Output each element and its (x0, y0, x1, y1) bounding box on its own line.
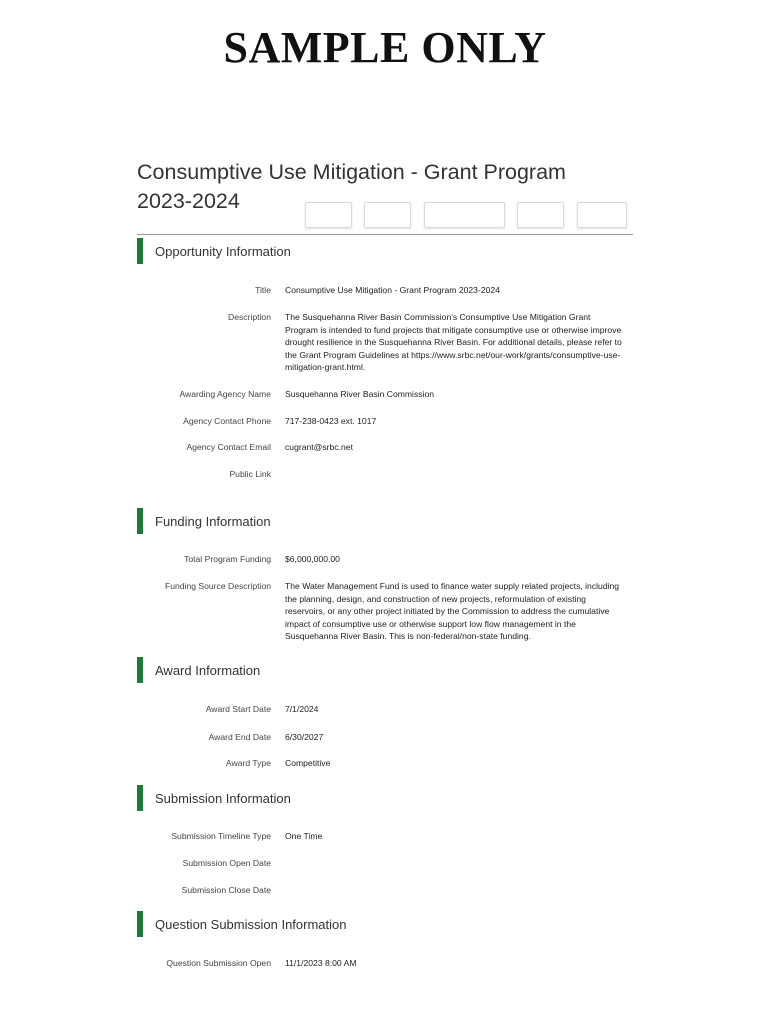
field-label: Public Link (229, 469, 271, 479)
field-label: Funding Source Description (164, 581, 271, 591)
section-heading: Funding Information (155, 513, 271, 529)
section-accent-bar (137, 657, 143, 683)
toolbar-button-5[interactable] (577, 202, 627, 228)
field-label: Awarding Agency Name (179, 389, 271, 399)
section-heading: Submission Information (155, 790, 291, 806)
field-label: Agency Contact Email (186, 442, 271, 452)
sample-only-watermark: SAMPLE ONLY (223, 23, 547, 72)
toolbar-button-1[interactable] (305, 202, 352, 228)
field-label: Submission Timeline Type (171, 831, 271, 841)
field-label: Award Start Date (205, 704, 271, 714)
section-accent-bar (137, 785, 143, 811)
field-label: Title (255, 285, 271, 295)
section-accent-bar (137, 508, 143, 534)
field-label: Question Submission Open (166, 958, 271, 968)
action-toolbar (305, 202, 635, 228)
field-label: Total Program Funding (184, 554, 271, 564)
field-value: 717-238-0423 ext. 1017 (285, 416, 377, 426)
toolbar-button-3[interactable] (424, 202, 505, 228)
field-value: The Water Management Fund is used to finance water supply related projects, including the planning, design, and construction of new projects, reformulation of existing reservoirs, or any other project initiated by the Commission to address the cumulative impact of consumptive use or otherwise support low flow management in the Susquehanna River Basin. This is non-federal/non-state funding. (285, 581, 620, 641)
field-value: Competitive (285, 758, 331, 768)
section-heading: Award Information (155, 662, 261, 678)
section-award-information (137, 657, 260, 683)
field-value: Susquehanna River Basin Commission (285, 389, 435, 399)
field-label: Award End Date (208, 732, 271, 742)
header-divider (137, 234, 633, 235)
toolbar-button-4[interactable] (517, 202, 564, 228)
field-label: Description (228, 312, 271, 322)
field-label: Agency Contact Phone (183, 416, 271, 426)
field-label: Award Type (225, 758, 271, 768)
field-value: 6/30/2027 (285, 732, 324, 742)
field-value: 11/1/2023 8:00 AM (285, 958, 357, 968)
field-value: Consumptive Use Mitigation - Grant Program 2023-2024 (285, 285, 500, 295)
section-accent-bar (137, 238, 143, 264)
toolbar-button-2[interactable] (364, 202, 411, 228)
field-value: $6,000,000.00 (285, 554, 340, 564)
field-value: The Susquehanna River Basin Commission's Consumptive Use Mitigation Grant Program is intended to fund projects that mitigate consumptive use or otherwise improve drought resilience in the Susquehanna River Basin. For additional details, please refer to the Grant Program Guidelines at https://www.srbc.net/our-work/grants/consumptive-use-mitigation-grant.html. (285, 312, 622, 372)
field-label: Submission Open Date (182, 858, 271, 868)
field-label: Submission Close Date (181, 885, 271, 895)
section-heading: Question Submission Information (155, 916, 347, 932)
section-accent-bar (137, 911, 143, 937)
section-submission-information (137, 785, 291, 811)
section-opportunity-information (137, 238, 291, 264)
section-question-submission-information (137, 911, 346, 937)
page-title: Consumptive Use Mitigation - Grant Program 2023-2024 (137, 160, 566, 214)
section-funding-information (137, 508, 271, 534)
field-value: One Time (285, 831, 323, 841)
field-value: 7/1/2024 (285, 704, 319, 714)
field-value[interactable]: cugrant@srbc.net (285, 442, 353, 452)
section-heading: Opportunity Information (155, 243, 291, 259)
